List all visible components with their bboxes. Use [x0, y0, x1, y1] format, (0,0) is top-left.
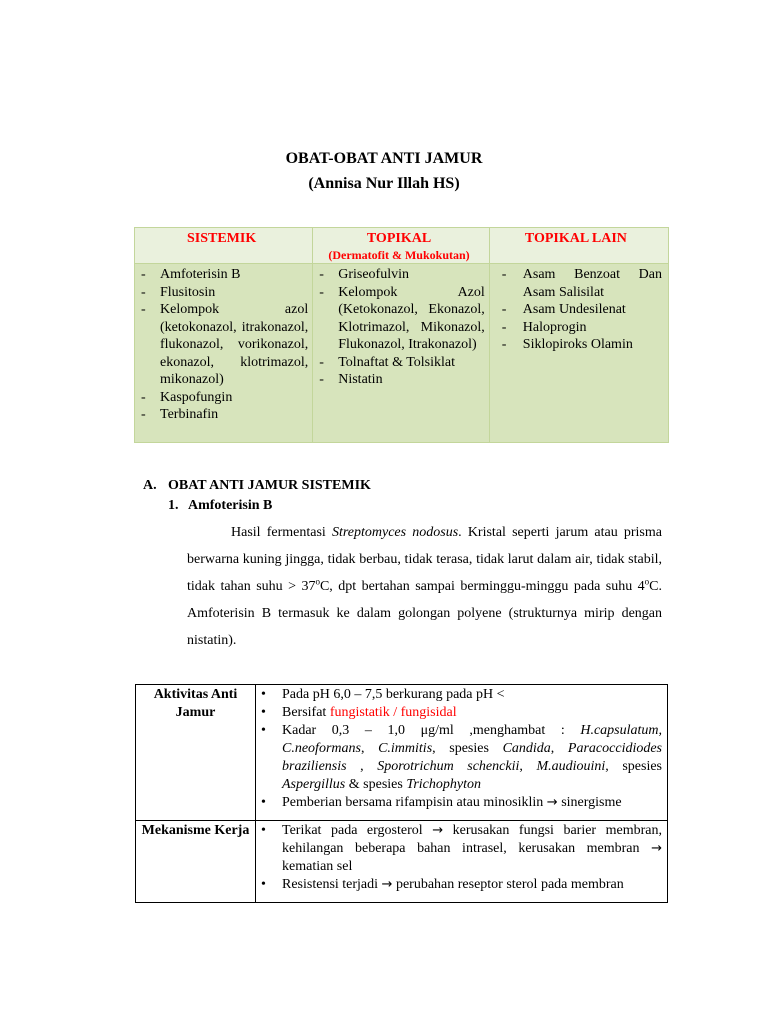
list-item: - Kelompok Azol (Ketokonazol, Ekonazol, Klotrimazol, Mikonazol, Flukonazol, Itrakonazol) — [313, 284, 485, 354]
subsection-1-heading — [168, 497, 272, 515]
classification-header-row — [135, 228, 669, 264]
list-item: - Griseofulvin — [313, 266, 485, 284]
list-item: • Bersifat fungistatik / fungisidal — [259, 704, 662, 722]
header-topikal: TOPIKAL (Dermatofit & Mukokutan) — [313, 228, 490, 264]
section-a-label: A. — [143, 478, 157, 493]
title-main: OBAT-OBAT ANTI JAMUR — [285, 150, 483, 167]
header-topikal-lain: TOPIKAL LAIN — [489, 228, 668, 264]
mekanisme-header: Mekanisme Kerja — [136, 821, 256, 903]
list-item: • Resistensi terjadi → perubahan reseptor sterol pada membran — [259, 876, 662, 894]
fungistatik-highlight: fungistatik / fungisidal — [329, 705, 457, 720]
subsection-1-label: 1. — [168, 498, 179, 513]
section-a-title: OBAT ANTI JAMUR SISTEMIK — [168, 478, 371, 493]
list-item: • Kadar 0,3 – 1,0 μg/ml ,menghambat : H.capsulatum, C.neoformans, C.immitis, spesies Candida, Paracoccidiodes braziliensis , Sporotrichum schenckii, M.audiouini, spesies Aspergillus & spesies Trichophyton — [259, 722, 662, 794]
header-topikal-sub: (Dermatofit & Mukokutan) — [328, 247, 470, 262]
aktivitas-header: Aktivitas Anti Jamur — [136, 685, 256, 821]
sistemik-cell — [135, 264, 313, 443]
list-item: • Pada pH 6,0 – 7,5 berkurang pada pH < — [259, 686, 662, 704]
topikal-lain-list — [490, 266, 662, 354]
arrow-right-icon: → — [651, 841, 662, 856]
classification-table — [134, 227, 669, 443]
list-item: - Haloprogin — [490, 319, 662, 337]
document-title — [0, 146, 768, 196]
list-item: - Asam Undesilenat — [490, 301, 662, 319]
list-item: - Asam Benzoat Dan Asam Salisilat — [490, 266, 662, 301]
section-a-heading — [143, 477, 371, 495]
arrow-right-icon: → — [381, 877, 393, 892]
arrow-right-icon: → — [432, 823, 444, 838]
list-item: - Kaspofungin — [135, 389, 308, 407]
list-item: - Amfoterisin B — [135, 266, 308, 284]
list-item: - Siklopiroks Olamin — [490, 336, 662, 354]
properties-table — [135, 684, 668, 903]
list-item: - Tolnaftat & Tolsiklat — [313, 354, 485, 372]
title-author: (Annisa Nur Illah HS) — [308, 175, 460, 192]
list-item: • Terikat pada ergosterol → kerusakan fungsi barier membran, kehilangan beberapa bahan intrasel, kerusakan membran → kematian sel — [259, 822, 662, 876]
species-name: Streptomyces nodosus — [331, 525, 459, 540]
subsection-1-title: Amfoterisin B — [188, 498, 273, 513]
topikal-list — [313, 266, 485, 389]
table-row — [136, 685, 668, 821]
topikal-cell — [313, 264, 490, 443]
arrow-right-icon: → — [546, 795, 558, 810]
aktivitas-cell — [256, 685, 668, 821]
list-item: - Kelompok azol (ketokonazol, itrakonazol, flukonazol, vorikonazol, ekonazol, klotrimazol, mikonazol) — [135, 301, 308, 389]
sistemik-list — [135, 266, 308, 424]
list-item: - Terbinafin — [135, 406, 308, 424]
description-paragraph: Hasil fermentasi Streptomyces nodosus. Kristal seperti jarum atau prisma berwarna kuning jingga, tidak berbau, tidak terasa, tidak larut dalam air, tidak stabil, tidak tahan suhu > $37^oC$, dpt bertahan sampai berminggu-minggu pada suhu 4$^o$C. Amfoterisin B termasuk ke dalam golongan polyene (strukturnya mirip dengan nistatin). — [187, 525, 662, 648]
mekanisme-list — [259, 822, 662, 894]
list-item: - Flusitosin — [135, 284, 308, 302]
topikal-lain-cell — [489, 264, 668, 443]
list-item: - Nistatin — [313, 371, 485, 389]
aktivitas-list — [259, 686, 662, 812]
mekanisme-cell — [256, 821, 668, 903]
header-sistemik: SISTEMIK — [135, 228, 313, 264]
classification-body-row — [135, 264, 669, 443]
table-row — [136, 821, 668, 903]
list-item: • Pemberian bersama rifampisin atau minosiklin → sinergisme — [259, 794, 662, 812]
